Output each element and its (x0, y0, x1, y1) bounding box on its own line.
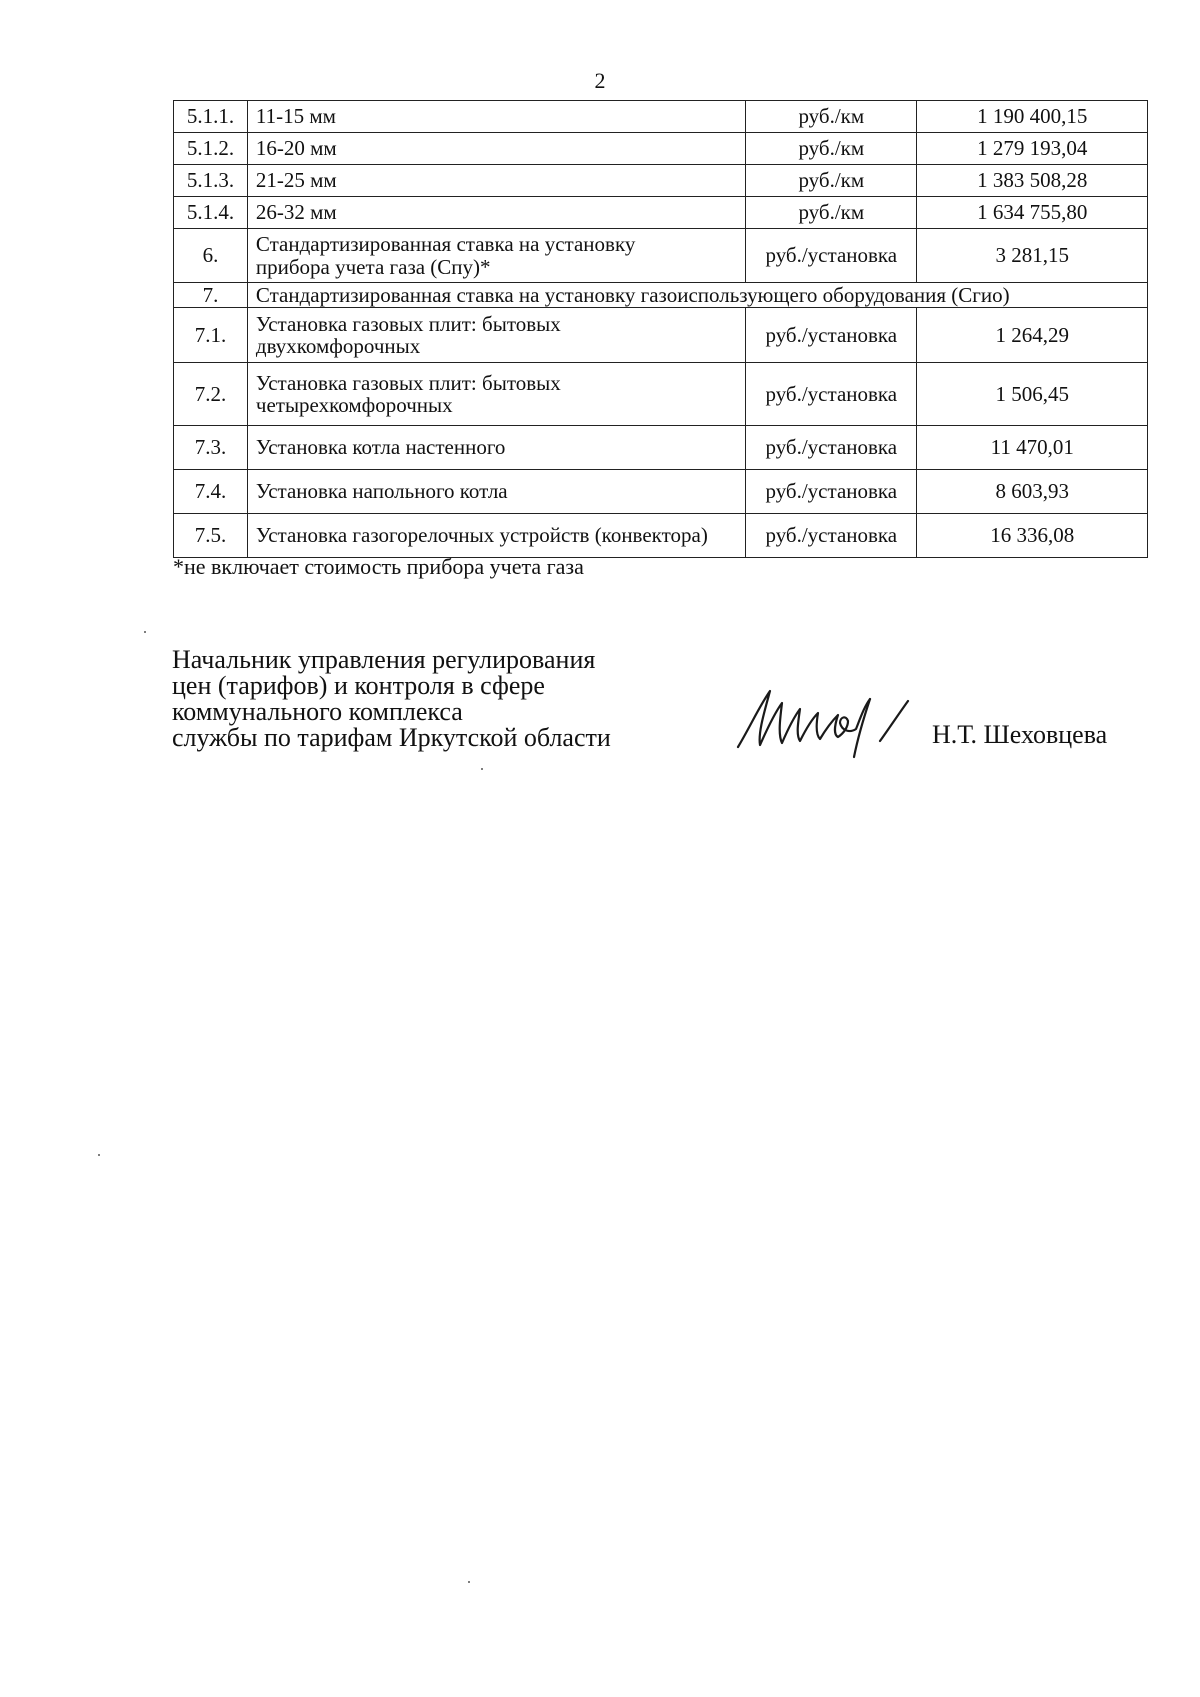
row-name: Установка котла настенного (247, 426, 745, 470)
table-row (174, 470, 1148, 514)
row-value: 1 190 400,15 (917, 101, 1148, 133)
row-number: 5.1.3. (174, 165, 248, 197)
row-number: 7.1. (174, 308, 248, 363)
footnote: *не включает стоимость прибора учета газа (173, 554, 584, 579)
table-row (174, 308, 1148, 363)
row-value: 1 279 193,04 (917, 133, 1148, 165)
row-name: 21-25 мм (247, 165, 745, 197)
table-row (174, 165, 1148, 197)
row-name: Установка газогорелочных устройств (конвектора) (247, 514, 745, 558)
row-unit: руб./установка (746, 514, 917, 558)
row-number: 7.4. (174, 470, 248, 514)
row-number: 7.5. (174, 514, 248, 558)
row-unit: руб./установка (746, 470, 917, 514)
scan-speck (481, 768, 483, 770)
row-name: Стандартизированная ставка на установку газоиспользующего оборудования (Сгио) (247, 283, 1147, 308)
signatory-title-line: коммунального комплекса (172, 697, 463, 726)
row-unit: руб./км (746, 133, 917, 165)
row-value: 8 603,93 (917, 470, 1148, 514)
scan-speck (144, 631, 146, 633)
signatory-title-line: Начальник управления регулирования (172, 645, 596, 674)
row-unit: руб./установка (746, 308, 917, 363)
row-name-line: прибора учета газа (Спу)* (255, 254, 491, 279)
row-name: 11-15 мм (247, 101, 745, 133)
signer-name: Н.Т. Шеховцева (932, 720, 1108, 749)
signatory-title-line: цен (тарифов) и контроля в сфере (172, 671, 545, 700)
table-row (174, 363, 1148, 426)
row-value: 11 470,01 (917, 426, 1148, 470)
table-row (174, 426, 1148, 470)
signatory-title-line: службы по тарифам Иркутской области (172, 723, 611, 752)
handwritten-signature (730, 683, 940, 763)
scan-speck (98, 1154, 100, 1156)
row-value: 1 506,45 (917, 363, 1148, 426)
row-name: Установка напольного котла (247, 470, 745, 514)
signatory-title (172, 647, 611, 751)
row-name-line: четырехкомфорочных (255, 393, 453, 417)
row-name-line: Установка газовых плит: бытовых (255, 370, 561, 395)
row-name (247, 229, 745, 283)
row-number: 7.2. (174, 363, 248, 426)
row-number: 7.3. (174, 426, 248, 470)
row-number: 6. (174, 229, 248, 283)
row-number: 5.1.2. (174, 133, 248, 165)
table-row (174, 283, 1148, 308)
row-name (247, 363, 745, 426)
row-number: 5.1.1. (174, 101, 248, 133)
row-unit: руб./установка (746, 229, 917, 283)
table-row (174, 514, 1148, 558)
table-row (174, 101, 1148, 133)
row-unit: руб./установка (746, 363, 917, 426)
row-name (247, 308, 745, 363)
row-name: 26-32 мм (247, 197, 745, 229)
table-row (174, 229, 1148, 283)
table-row (174, 133, 1148, 165)
tariff-table (173, 100, 1148, 558)
row-value: 1 264,29 (917, 308, 1148, 363)
row-number: 5.1.4. (174, 197, 248, 229)
row-value: 1 634 755,80 (917, 197, 1148, 229)
row-name-line: двухкомфорочных (255, 334, 421, 358)
row-unit: руб./км (746, 197, 917, 229)
page-number: 2 (594, 68, 606, 93)
row-unit: руб./установка (746, 426, 917, 470)
row-value: 1 383 508,28 (917, 165, 1148, 197)
row-value: 3 281,15 (917, 229, 1148, 283)
row-unit: руб./км (746, 101, 917, 133)
row-number: 7. (174, 283, 248, 308)
row-name-line: Стандартизированная ставка на установку (255, 232, 636, 257)
row-name-line: Установка газовых плит: бытовых (255, 311, 561, 336)
table-row (174, 197, 1148, 229)
row-value: 16 336,08 (917, 514, 1148, 558)
row-name: 16-20 мм (247, 133, 745, 165)
scan-speck (468, 1581, 470, 1583)
row-unit: руб./км (746, 165, 917, 197)
